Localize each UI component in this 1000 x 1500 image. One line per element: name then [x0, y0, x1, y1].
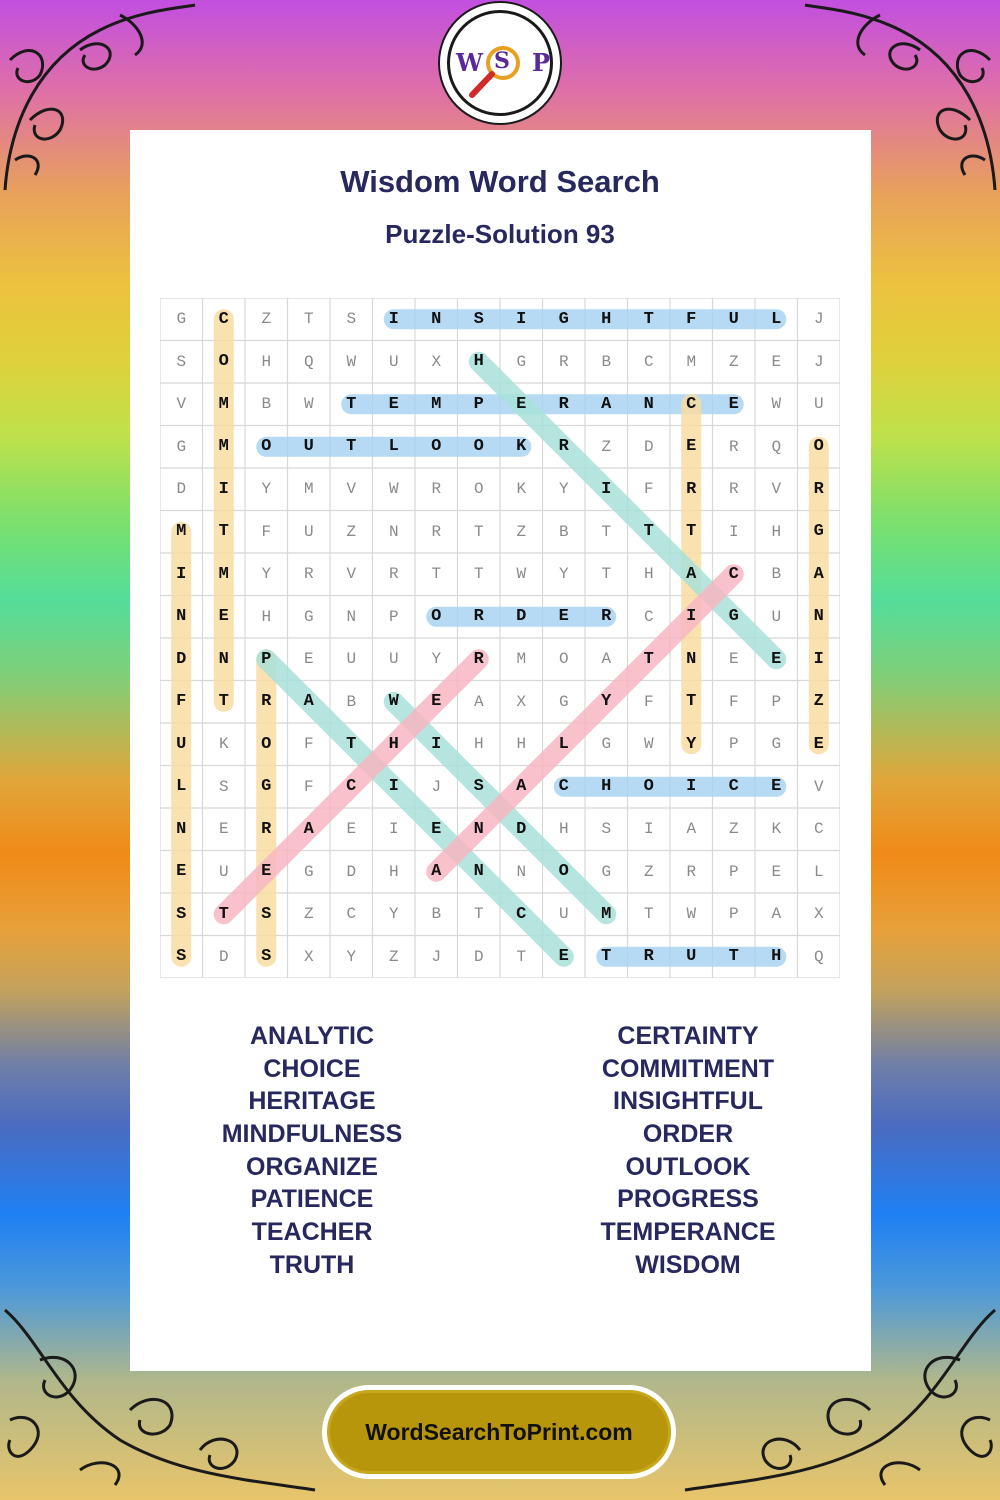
grid-cell[interactable]: T [473, 522, 484, 541]
grid-cell[interactable]: N [473, 819, 484, 839]
grid-cell[interactable]: O [261, 734, 272, 754]
grid-cell[interactable]: T [601, 565, 612, 584]
grid-cell[interactable]: R [558, 352, 569, 371]
grid-cell[interactable]: X [431, 352, 442, 371]
grid-cell[interactable]: Z [346, 522, 357, 541]
grid-cell[interactable]: N [176, 819, 187, 839]
grid-cell[interactable]: H [601, 777, 612, 797]
grid-cell[interactable]: R [601, 607, 612, 627]
grid-cell[interactable]: T [601, 522, 612, 541]
grid-cell[interactable]: C [643, 607, 654, 626]
grid-cell[interactable]: G [303, 862, 314, 881]
grid-cell[interactable]: I [728, 522, 739, 541]
grid-cell[interactable]: K [771, 820, 782, 839]
grid-cell[interactable]: I [643, 820, 654, 839]
grid-cell[interactable]: M [601, 904, 612, 924]
grid-cell[interactable]: O [473, 480, 484, 499]
grid-cell[interactable]: H [261, 352, 272, 371]
grid-cell[interactable]: F [176, 692, 187, 712]
grid-cell[interactable]: O [643, 777, 654, 797]
grid-cell[interactable]: S [176, 904, 187, 924]
grid-cell[interactable]: P [261, 649, 272, 669]
grid-cell[interactable]: R [431, 522, 442, 541]
grid-cell[interactable]: P [771, 692, 782, 711]
grid-cell[interactable]: T [728, 947, 739, 967]
grid-cell[interactable]: E [771, 862, 782, 881]
grid-cell[interactable]: U [388, 650, 399, 669]
grid-cell[interactable]: I [813, 649, 824, 669]
grid-cell[interactable]: J [813, 352, 824, 371]
grid-cell[interactable]: L [813, 862, 824, 881]
grid-cell[interactable]: I [388, 309, 399, 329]
grid-cell[interactable]: X [813, 905, 824, 924]
grid-cell[interactable]: H [473, 352, 484, 372]
grid-cell[interactable]: E [346, 820, 357, 839]
word-list-item: PATIENCE [250, 1185, 374, 1214]
grid-cell[interactable]: S [176, 947, 187, 967]
word-search-grid [160, 298, 840, 978]
grid-cell[interactable]: V [813, 777, 824, 796]
grid-cell[interactable]: W [686, 905, 697, 924]
grid-cell[interactable]: N [176, 607, 187, 627]
grid-cell[interactable]: J [431, 947, 442, 966]
grid-cell[interactable]: H [473, 735, 484, 754]
grid-cell[interactable]: S [261, 904, 272, 924]
word-list-item: CHOICE [263, 1054, 361, 1083]
grid-cell[interactable]: C [346, 777, 357, 797]
grid-cell[interactable]: T [473, 905, 484, 924]
grid-cell[interactable]: J [813, 310, 824, 329]
grid-cell[interactable]: K [516, 480, 527, 499]
grid-cell[interactable]: I [388, 777, 399, 797]
grid-cell[interactable]: U [346, 650, 357, 669]
grid-cell[interactable]: T [643, 522, 654, 542]
grid-cell[interactable]: H [771, 522, 782, 541]
grid-cell[interactable]: T [346, 394, 357, 414]
grid-cell[interactable]: E [728, 394, 739, 414]
grid-cell[interactable]: C [728, 564, 739, 584]
grid-cell[interactable]: V [771, 480, 782, 499]
grid-cell[interactable]: N [686, 649, 697, 669]
grid-cell[interactable]: T [218, 522, 229, 542]
grid-cell[interactable]: Z [516, 522, 527, 541]
grid-cell[interactable]: Y [558, 480, 569, 499]
grid-cell[interactable]: C [218, 309, 229, 329]
grid-cell[interactable]: G [261, 777, 272, 797]
grid-cell[interactable]: Y [686, 734, 697, 754]
grid-cell[interactable]: E [558, 947, 569, 967]
grid-cell[interactable]: E [771, 777, 782, 797]
grid-cell[interactable]: D [473, 947, 484, 966]
grid-cell[interactable]: R [303, 565, 314, 584]
grid-cell[interactable]: A [303, 692, 314, 712]
grid-cell[interactable]: H [516, 735, 527, 754]
grid-cell[interactable]: Y [431, 650, 442, 669]
grid-cell[interactable]: W [388, 480, 399, 499]
grid-cell[interactable]: A [431, 862, 442, 882]
grid-cell[interactable]: T [346, 734, 357, 754]
grid-cell[interactable]: T [516, 947, 527, 966]
grid-cell[interactable]: N [218, 649, 229, 669]
grid-cell[interactable]: R [728, 480, 739, 499]
grid-cell[interactable]: C [558, 777, 569, 797]
grid-cell[interactable]: D [516, 819, 527, 839]
grid-cell[interactable]: L [388, 437, 399, 457]
grid-cell[interactable]: R [686, 862, 697, 881]
word-list-item: MINDFULNESS [221, 1120, 403, 1149]
grid-cell[interactable]: T [303, 310, 314, 329]
grid-cell[interactable]: E [728, 650, 739, 669]
grid-cell[interactable]: U [303, 522, 314, 541]
grid-cell[interactable]: E [388, 394, 399, 414]
grid-cell[interactable]: S [346, 310, 357, 329]
logo-letter-s: S [494, 48, 510, 74]
grid-cell[interactable]: A [303, 819, 314, 839]
grid-cell[interactable]: X [516, 692, 527, 711]
grid-cell[interactable]: E [218, 607, 229, 627]
grid-cell[interactable]: N [346, 607, 357, 626]
grid-cell[interactable]: U [728, 309, 739, 329]
grid-cell[interactable]: F [303, 777, 314, 796]
grid-cell[interactable]: G [601, 735, 612, 754]
grid-cell[interactable]: U [218, 862, 229, 881]
logo-letter-w: W [456, 48, 483, 77]
grid-cell[interactable]: I [388, 820, 399, 839]
word-list-item: OUTLOOK [625, 1152, 751, 1181]
grid-cell[interactable]: F [261, 522, 272, 541]
grid-cell[interactable]: L [176, 777, 187, 797]
site-link-label: WordSearchToPrint.com [365, 1418, 633, 1445]
grid-cell[interactable]: H [771, 947, 782, 967]
grid-cell[interactable]: R [261, 819, 272, 839]
grid-cell[interactable]: N [813, 607, 824, 627]
grid-cell[interactable]: W [303, 395, 314, 414]
grid-cell[interactable]: T [473, 565, 484, 584]
grid-cell[interactable]: C [728, 777, 739, 797]
grid-cell[interactable]: A [516, 777, 527, 797]
word-list-item: COMMITMENT [601, 1054, 775, 1083]
grid-cell[interactable]: M [431, 394, 442, 414]
grid-cell[interactable]: R [473, 607, 484, 627]
grid-cell[interactable]: G [558, 692, 569, 711]
grid-cell[interactable]: D [516, 607, 527, 627]
grid-cell[interactable]: U [388, 352, 399, 371]
grid-cell[interactable]: N [473, 862, 484, 882]
word-list-item: PROGRESS [617, 1185, 759, 1214]
grid-cell[interactable]: B [771, 565, 782, 584]
word-list-item: TRUTH [269, 1250, 355, 1279]
grid-cell[interactable]: Y [346, 947, 357, 966]
grid-cell[interactable]: O [261, 437, 272, 457]
letter-cells [160, 298, 840, 978]
grid-cell[interactable]: Z [303, 905, 314, 924]
page-subtitle: Puzzle-Solution 93 [385, 219, 615, 249]
grid-cell[interactable]: O [473, 437, 484, 457]
grid-cell[interactable]: K [516, 437, 527, 457]
grid-cell[interactable]: S [176, 352, 187, 371]
grid-cell[interactable]: P [388, 607, 399, 626]
grid-cell[interactable]: N [516, 862, 527, 881]
grid-cell[interactable]: W [346, 352, 357, 371]
grid-cell[interactable]: W [516, 565, 527, 584]
grid-cell[interactable]: R [473, 649, 484, 669]
grid-cell[interactable]: Z [728, 820, 739, 839]
grid-cell[interactable]: G [558, 309, 569, 329]
grid-cell[interactable]: Z [813, 692, 824, 712]
grid-cell[interactable]: E [516, 394, 527, 414]
grid-cell[interactable]: V [346, 565, 357, 584]
word-list-item: TEMPERANCE [600, 1218, 776, 1247]
grid-cell[interactable]: C [813, 820, 824, 839]
word-list-item: CERTAINTY [617, 1022, 759, 1050]
site-link-button[interactable] [322, 1385, 676, 1479]
grid-cell[interactable]: M [218, 437, 229, 457]
word-list-item: ORGANIZE [246, 1152, 378, 1181]
grid-cell[interactable]: A [813, 564, 824, 584]
grid-cell[interactable]: R [558, 394, 569, 414]
grid-cell[interactable]: N [431, 309, 442, 329]
grid-cell[interactable]: V [176, 395, 187, 414]
grid-cell[interactable]: E [261, 862, 272, 882]
grid-cell[interactable]: T [686, 692, 697, 712]
word-list-item: WISDOM [635, 1250, 741, 1279]
word-list-item: INSIGHTFUL [613, 1087, 763, 1116]
grid-cell[interactable]: D [176, 649, 187, 669]
grid-cell[interactable]: T [601, 947, 612, 967]
grid-cell[interactable]: H [261, 607, 272, 626]
grid-cell[interactable]: S [473, 777, 484, 797]
grid-cell[interactable]: Y [261, 480, 272, 499]
grid-cell[interactable]: M [218, 564, 229, 584]
grid-cell[interactable]: S [601, 820, 612, 839]
grid-cell[interactable]: Q [303, 352, 314, 371]
grid-cell[interactable]: H [643, 565, 654, 584]
grid-cell[interactable]: Y [601, 692, 612, 712]
grid-cell[interactable]: F [686, 309, 697, 329]
grid-cell[interactable]: U [176, 734, 187, 754]
grid-cell[interactable]: M [686, 352, 697, 371]
grid-cell[interactable]: X [303, 947, 314, 966]
grid-cell[interactable]: D [176, 480, 187, 499]
grid-cell[interactable]: G [728, 607, 739, 627]
grid-cell[interactable]: D [218, 947, 229, 966]
grid-cell[interactable]: E [686, 437, 697, 457]
grid-cell[interactable]: U [303, 437, 314, 457]
grid-cell[interactable]: I [431, 734, 442, 754]
grid-cell[interactable]: R [431, 480, 442, 499]
grid-cell[interactable]: O [218, 352, 229, 372]
grid-cell[interactable]: P [728, 735, 739, 754]
grid-cell[interactable]: B [261, 395, 272, 414]
grid-cell[interactable]: Y [388, 905, 399, 924]
grid-cell[interactable]: U [686, 947, 697, 967]
grid-cell[interactable]: D [346, 862, 357, 881]
grid-cell[interactable]: W [388, 692, 399, 712]
grid-cell[interactable]: E [431, 692, 442, 712]
grid-cell[interactable]: H [558, 820, 569, 839]
grid-cell[interactable]: E [303, 650, 314, 669]
grid-cell[interactable]: A [771, 905, 782, 924]
grid-cell[interactable]: F [643, 692, 654, 711]
grid-cell[interactable]: E [218, 820, 229, 839]
grid-cell[interactable]: S [261, 947, 272, 967]
word-list-item: TEACHER [251, 1218, 373, 1247]
grid-cell[interactable]: R [643, 947, 654, 967]
grid-cell[interactable]: O [558, 862, 569, 882]
grid-cell[interactable]: R [261, 692, 272, 712]
grid-cell[interactable]: C [643, 352, 654, 371]
grid-cell[interactable]: I [686, 777, 697, 797]
grid-cell[interactable]: F [303, 735, 314, 754]
grid-cell[interactable]: G [771, 735, 782, 754]
grid-cell[interactable]: O [431, 607, 442, 627]
grid-cell[interactable]: T [686, 522, 697, 542]
grid-cell[interactable]: R [686, 479, 697, 499]
grid-cell[interactable]: G [813, 522, 824, 542]
grid-cell[interactable]: E [771, 649, 782, 669]
grid-cell[interactable]: H [388, 862, 399, 881]
grid-cell[interactable]: Z [643, 862, 654, 881]
grid-cell[interactable]: N [388, 522, 399, 541]
logo-letter-p: P [532, 48, 551, 77]
grid-cell[interactable]: S [473, 309, 484, 329]
grid-cell[interactable]: M [176, 522, 187, 542]
grid-cell[interactable]: I [176, 564, 187, 584]
grid-cell[interactable]: M [303, 480, 314, 499]
grid-cell[interactable]: O [431, 437, 442, 457]
grid-cell[interactable]: T [218, 692, 229, 712]
grid-cell[interactable]: F [728, 692, 739, 711]
word-list-item: ANALYTIC [249, 1022, 375, 1050]
grid-cell[interactable]: A [686, 820, 697, 839]
grid-cell[interactable]: Z [601, 437, 612, 456]
grid-cell[interactable]: R [558, 437, 569, 457]
grid-cell[interactable]: F [643, 480, 654, 499]
grid-cell[interactable]: O [558, 650, 569, 669]
word-list-left [112, 1020, 512, 1282]
grid-cell[interactable]: I [218, 479, 229, 499]
grid-cell[interactable]: H [388, 734, 399, 754]
grid-cell[interactable]: N [643, 394, 654, 414]
grid-cell[interactable]: M [516, 650, 527, 669]
grid-cell[interactable]: R [388, 565, 399, 584]
grid-cell[interactable]: E [771, 352, 782, 371]
grid-cell[interactable]: T [218, 904, 229, 924]
grid-cell[interactable]: I [516, 309, 527, 329]
wsp-logo[interactable] [438, 1, 562, 125]
grid-cell[interactable]: Z [728, 352, 739, 371]
grid-cell[interactable]: I [686, 607, 697, 627]
grid-cell[interactable]: B [558, 522, 569, 541]
grid-cell[interactable]: Z [388, 947, 399, 966]
grid-cell[interactable]: A [601, 650, 612, 669]
word-list-item: HERITAGE [248, 1087, 376, 1116]
grid-cell[interactable]: G [516, 352, 527, 371]
grid-cell[interactable]: I [601, 479, 612, 499]
grid-cell[interactable]: G [601, 862, 612, 881]
grid-cell[interactable]: A [601, 394, 612, 414]
grid-cell[interactable]: Y [558, 565, 569, 584]
grid-cell[interactable]: E [813, 734, 824, 754]
grid-cell[interactable]: U [558, 905, 569, 924]
grid-cell[interactable]: Q [813, 947, 824, 966]
grid-cell[interactable]: G [176, 310, 187, 329]
magnifier-icon [464, 41, 534, 111]
grid-cell[interactable]: L [558, 734, 569, 754]
grid-cell[interactable]: R [728, 437, 739, 456]
grid-cell[interactable]: G [176, 437, 187, 456]
grid-cell[interactable]: P [728, 862, 739, 881]
grid-cell[interactable]: D [643, 437, 654, 456]
grid-cell[interactable]: Q [771, 437, 782, 456]
grid-cell[interactable]: U [813, 395, 824, 414]
grid-cell[interactable]: P [728, 905, 739, 924]
grid-cell[interactable]: O [813, 437, 824, 457]
grid-cell[interactable]: T [643, 905, 654, 924]
grid-cell[interactable]: C [516, 904, 527, 924]
word-list-item: ORDER [642, 1120, 734, 1149]
grid-cell[interactable]: B [431, 905, 442, 924]
grid-cell[interactable]: T [643, 649, 654, 669]
grid-cell[interactable]: M [218, 394, 229, 414]
grid-cell[interactable]: S [218, 777, 229, 796]
grid-cell[interactable]: R [813, 479, 824, 499]
grid-cell[interactable]: W [771, 395, 782, 414]
grid-cell[interactable]: A [473, 692, 484, 711]
grid-cell[interactable]: T [431, 565, 442, 584]
grid-cell[interactable]: L [771, 309, 782, 329]
grid-cell[interactable]: T [346, 437, 357, 457]
grid-cell[interactable]: E [176, 862, 187, 882]
grid-cell[interactable]: T [643, 309, 654, 329]
grid-cell[interactable]: C [686, 394, 697, 414]
grid-cell[interactable]: B [346, 692, 357, 711]
grid-cell[interactable]: G [303, 607, 314, 626]
grid-cell[interactable]: H [601, 309, 612, 329]
grid-cell[interactable]: C [346, 905, 357, 924]
page-title: Wisdom Word Search [340, 164, 660, 199]
grid-cell[interactable]: E [431, 819, 442, 839]
grid-cell[interactable]: P [473, 394, 484, 414]
word-list-right [488, 1020, 888, 1282]
grid-cell[interactable]: B [601, 352, 612, 371]
grid-cell[interactable]: W [643, 735, 654, 754]
grid-cell[interactable]: Y [261, 565, 272, 584]
grid-cell[interactable]: K [218, 735, 229, 754]
grid-cell[interactable]: U [771, 607, 782, 626]
grid-cell[interactable]: E [558, 607, 569, 627]
grid-cell[interactable]: V [346, 480, 357, 499]
grid-cell[interactable]: A [686, 564, 697, 584]
grid-cell[interactable]: Z [261, 310, 272, 329]
grid-cell[interactable]: J [431, 777, 442, 796]
